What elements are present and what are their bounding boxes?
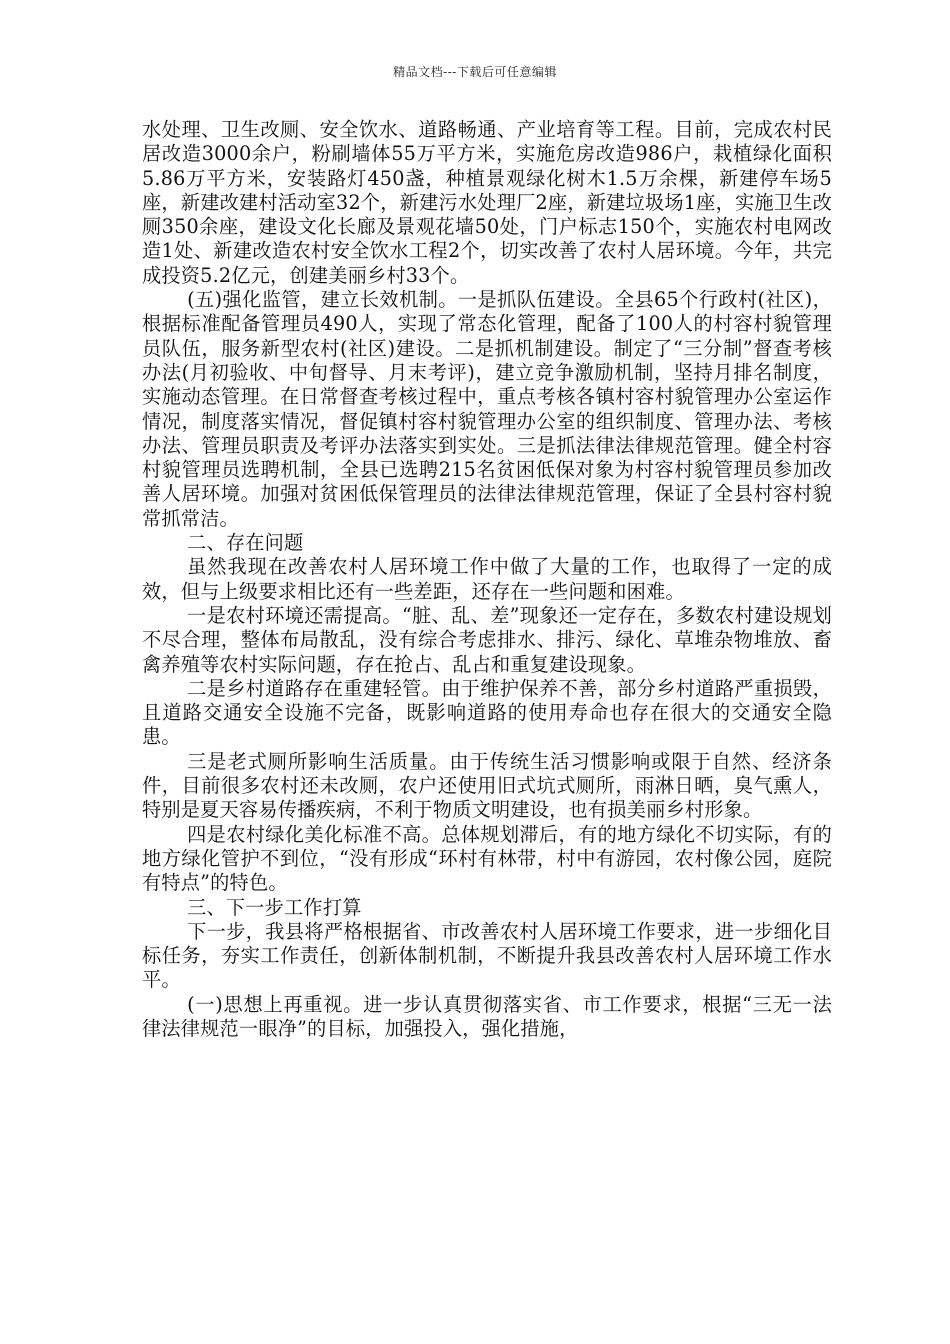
section-heading-next-steps: 三、下一步工作打算 — [187, 895, 362, 919]
paragraph-2: (五)强化监管，建立长效机制。一是抓队伍建设。全县65个行政村(社区)，根据标准配备管理员490人，实现了常态化管理，配备了100人的村容村貌管理员队伍，服务新型农村(社区)建设。二是抓机制建设。制定了“三分制”督查考核办法(月初验收、中旬督导、月末考评)，建立竞争激励机制，坚持月排名制度，实施动态管理。在日常督查考核过程中，重点考核各镇村容村貌管理办公室运作情况，制度落实情况，督促镇村容村貌管理办公室的组织制度、管理办法、考核办法、管理员职责及考评办法落实到实处。三是抓法律法律规范管理。健全村容村貌管理员选聘机制，全县已选聘215名贫困低保对象为村容村貌管理员参加改善人居环境。加强对贫困低保管理员的法律法律规范管理，保证了全县村容村貌常抓常洁。 — [142, 288, 832, 530]
paragraph-5: 一是农村环境还需提高。“脏、乱、差”现象还一定存在，多数农村建设规划不尽合理，整体布局散乱，没有综合考虑排水、排污、绿化、草堆杂物堆放、畜禽养殖等农村实际问题，存在抢占、乱占和重复建设现象。 — [142, 603, 832, 676]
paragraph-10: 下一步，我县将严格根据省、市改善农村人居环境工作要求，进一步细化目标任务，夯实工作责任，创新体制机制，不断提升我县改善农村人居环境工作水平。 — [142, 919, 832, 992]
paragraph-1: 水处理、卫生改厕、安全饮水、道路畅通、产业培育等工程。目前，完成农村民居改造3000余户，粉刷墙体55万平方米，实施危房改造986户，栽植绿化面积5.86万平方米，安装路灯450盏，种植景观绿化树木1.5万余棵，新建停车场5座，新建改建村活动室32个，新建污水处理厂2座，新建垃圾场1座，实施卫生改厕350余座，建设文化长廊及景观花墙50处，门户标志150个，实施农村电网改造1处、新建改造农村安全饮水工程2个，切实改善了农村人居环境。今年，共完成投资5.2亿元，创建美丽乡村33个。 — [142, 118, 832, 287]
paragraph-7: 三是老式厕所影响生活质量。由于传统生活习惯影响或限于自然、经济条件，目前很多农村还未改厕，农户还使用旧式坑式厕所，雨淋日晒，臭气熏人，特别是夏天容易传播疾病，不利于物质文明建设，也有损美丽乡村形象。 — [142, 749, 832, 822]
paragraph-6: 二是乡村道路存在重建轻管。由于维护保养不善，部分乡村道路严重损毁，且道路交通安全设施不完备，既影响道路的使用寿命也存在很大的交通安全隐患。 — [142, 676, 832, 749]
section-heading-problems: 二、存在问题 — [187, 531, 304, 555]
document-body — [142, 118, 832, 1041]
page-header: 精品文档---下载后可任意编辑 — [393, 65, 557, 79]
paragraph-8: 四是农村绿化美化标准不高。总体规划滞后，有的地方绿化不切实际，有的地方绿化管护不到位，“没有形成“环村有林带，村中有游园，农村像公园，庭院有特点”的特色。 — [142, 822, 832, 895]
paragraph-11: (一)思想上再重视。进一步认真贯彻落实省、市工作要求，根据“三无一法律法律规范一眼净”的目标，加强投入，强化措施， — [142, 992, 832, 1040]
paragraph-4: 虽然我现在改善农村人居环境工作中做了大量的工作，也取得了一定的成效，但与上级要求相比还有一些差距，还存在一些问题和困难。 — [142, 555, 832, 603]
